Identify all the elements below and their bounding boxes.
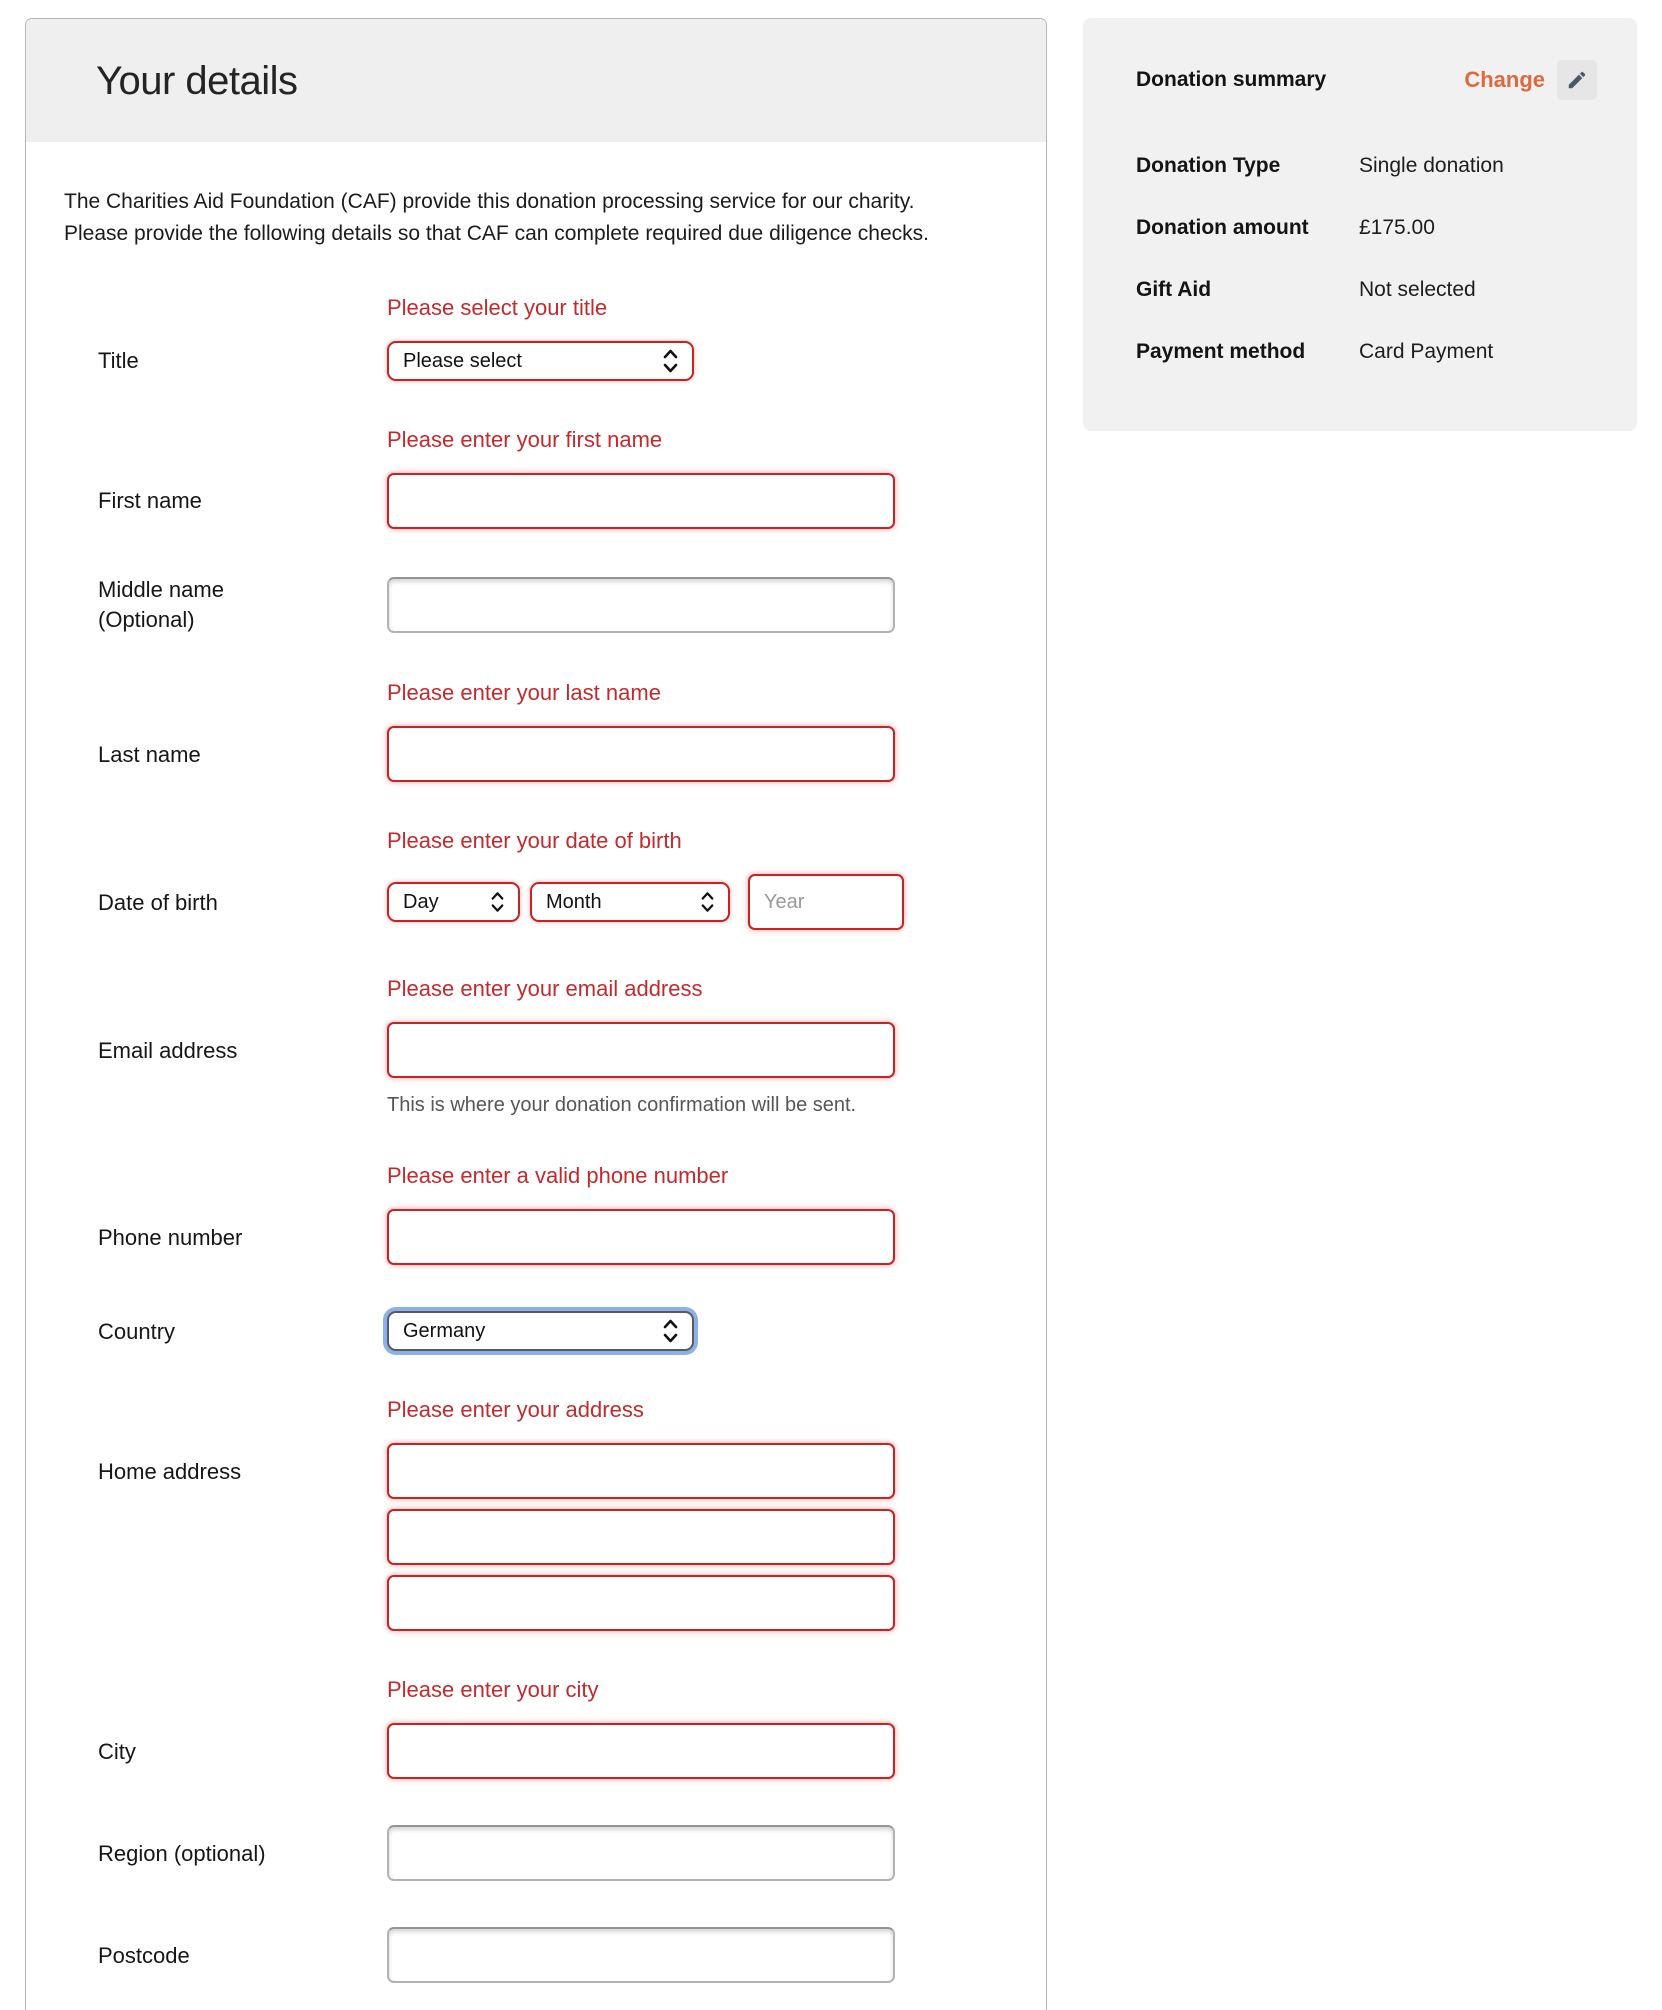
address-line2-input[interactable] [387,1509,895,1565]
summary-rows [1136,154,1597,364]
dob-label: Date of birth [98,889,218,915]
middle-name-input[interactable] [387,577,895,633]
region-input[interactable] [387,1825,895,1881]
postcode-input[interactable] [387,1927,895,1983]
field-group-country [98,1311,1006,1351]
field-group-address [98,1397,1006,1631]
dob-year-input[interactable] [748,874,904,930]
last-name-input[interactable] [387,726,895,782]
summary-row-donation-type: Donation Type Single donation [1136,154,1504,177]
pencil-icon[interactable] [1557,60,1597,100]
page-title: Your details [96,59,298,103]
select-arrows-icon [663,1318,678,1344]
title-select-value: Please select [403,349,522,372]
summary-row-gift-aid: Gift Aid Not selected [1136,278,1476,301]
email-helper-text: This is where your donation confirmation will be sent. [387,1094,857,1117]
email-input[interactable] [387,1022,895,1078]
phone-error: Please enter a valid phone number [387,1163,729,1189]
title-error: Please select your title [387,295,608,320]
city-error: Please enter your city [387,1677,599,1703]
address-error: Please enter your address [387,1397,644,1423]
first-name-label: First name [98,488,202,514]
address-line3-input[interactable] [387,1575,895,1631]
field-group-city [98,1677,1006,1779]
email-label: Email address [98,1037,238,1063]
card-body [26,142,1046,2010]
last-name-error: Please enter your last name [387,680,661,706]
first-name-input[interactable] [387,473,895,529]
country-label: Country [98,1318,176,1344]
field-group-dob [98,828,1006,930]
email-error: Please enter your email address [387,976,703,1002]
country-select-value: Germany [403,1319,486,1342]
city-input[interactable] [387,1723,895,1779]
first-name-error: Please enter your first name [387,427,663,452]
title-select[interactable] [387,341,694,381]
phone-label: Phone number [98,1224,243,1250]
region-label: Region (optional) [98,1840,266,1866]
city-label: City [98,1738,136,1764]
last-name-label: Last name [98,741,201,767]
donation-summary-title: Donation summary [1136,68,1327,91]
select-arrows-icon [491,890,504,914]
field-group-email [98,976,1006,1117]
select-arrows-icon [663,348,678,374]
dob-day-select[interactable] [387,882,520,922]
your-details-card [25,18,1047,2010]
dob-error: Please enter your date of birth [387,828,682,854]
address-label: Home address [98,1459,242,1485]
field-group-last-name [98,680,1006,782]
middle-name-label: Middle name (Optional) [98,577,224,632]
summary-row-payment-method: Payment method Card Payment [1136,340,1494,363]
card-header [26,19,1046,142]
summary-row-donation-amount: Donation amount £175.00 [1136,216,1435,239]
select-arrows-icon [701,890,714,914]
dob-month-select[interactable] [530,882,730,922]
change-link[interactable]: Change [1464,67,1545,92]
donation-summary-card [1083,18,1637,431]
field-group-title [98,295,1006,381]
address-line1-input[interactable] [387,1443,895,1499]
field-group-region [98,1825,1006,1881]
title-label: Title [98,348,139,374]
intro-text: The Charities Aid Foundation (CAF) provide this donation processing service for our charity. Please provide the following details so that CAF can complete required due diligence checks. [64,190,929,245]
field-group-phone [98,1163,1006,1265]
country-select[interactable] [387,1311,694,1351]
field-group-first-name [98,427,1006,529]
field-group-postcode [98,1927,1006,1983]
details-form [98,295,1006,1983]
dob-day-value: Day [403,890,439,913]
dob-month-value: Month [546,890,602,913]
postcode-label: Postcode [98,1942,190,1968]
field-group-middle-name [98,575,1006,634]
phone-input[interactable] [387,1209,895,1265]
